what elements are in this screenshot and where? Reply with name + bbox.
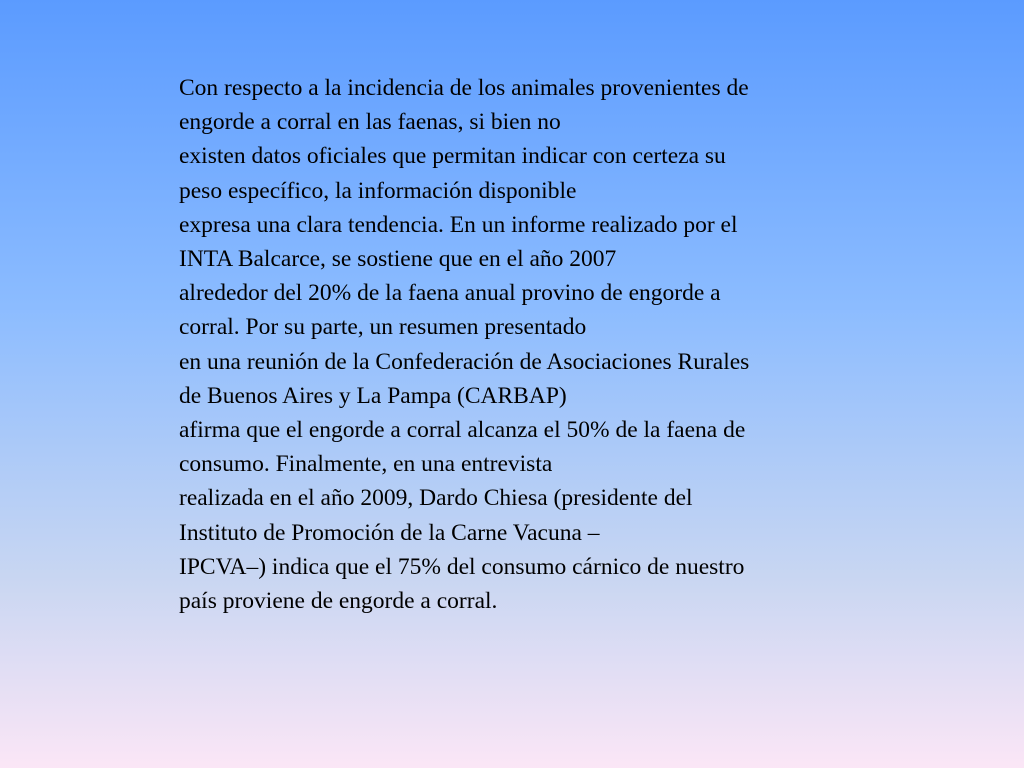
text-line: consumo. Finalmente, en una entrevista [179,451,553,478]
text-line: expresa una clara tendencia. En un informe realizado por el [179,211,738,238]
text-line: afirma que el engorde a corral alcanza el 50% de la faena de [179,417,746,444]
text-line: corral. Por su parte, un resumen presentado [179,314,587,341]
text-line: existen datos oficiales que permitan indicar con certeza su [179,143,726,170]
text-line: realizada en el año 2009, Dardo Chiesa (presidente del [179,485,693,512]
text-line: INTA Balcarce, se sostiene que en el año 2007 [179,246,617,273]
body-text [179,71,899,618]
text-line: Instituto de Promoción de la Carne Vacuna – [179,519,600,546]
text-line: Con respecto a la incidencia de los animales provenientes de [179,75,749,101]
text-line: engorde a corral en las faenas, si bien no [179,109,561,136]
text-line: alrededor del 20% de la faena anual provino de engorde a [179,280,721,307]
text-line: de Buenos Aires y La Pampa (CARBAP) [179,382,567,409]
text-line: país proviene de engorde a corral. [179,588,498,615]
text-line: IPCVA–) indica que el 75% del consumo cárnico de nuestro [179,553,745,580]
text-line: en una reunión de la Confederación de Asociaciones Rurales [179,348,750,375]
text-line: peso específico, la información disponible [179,177,577,204]
